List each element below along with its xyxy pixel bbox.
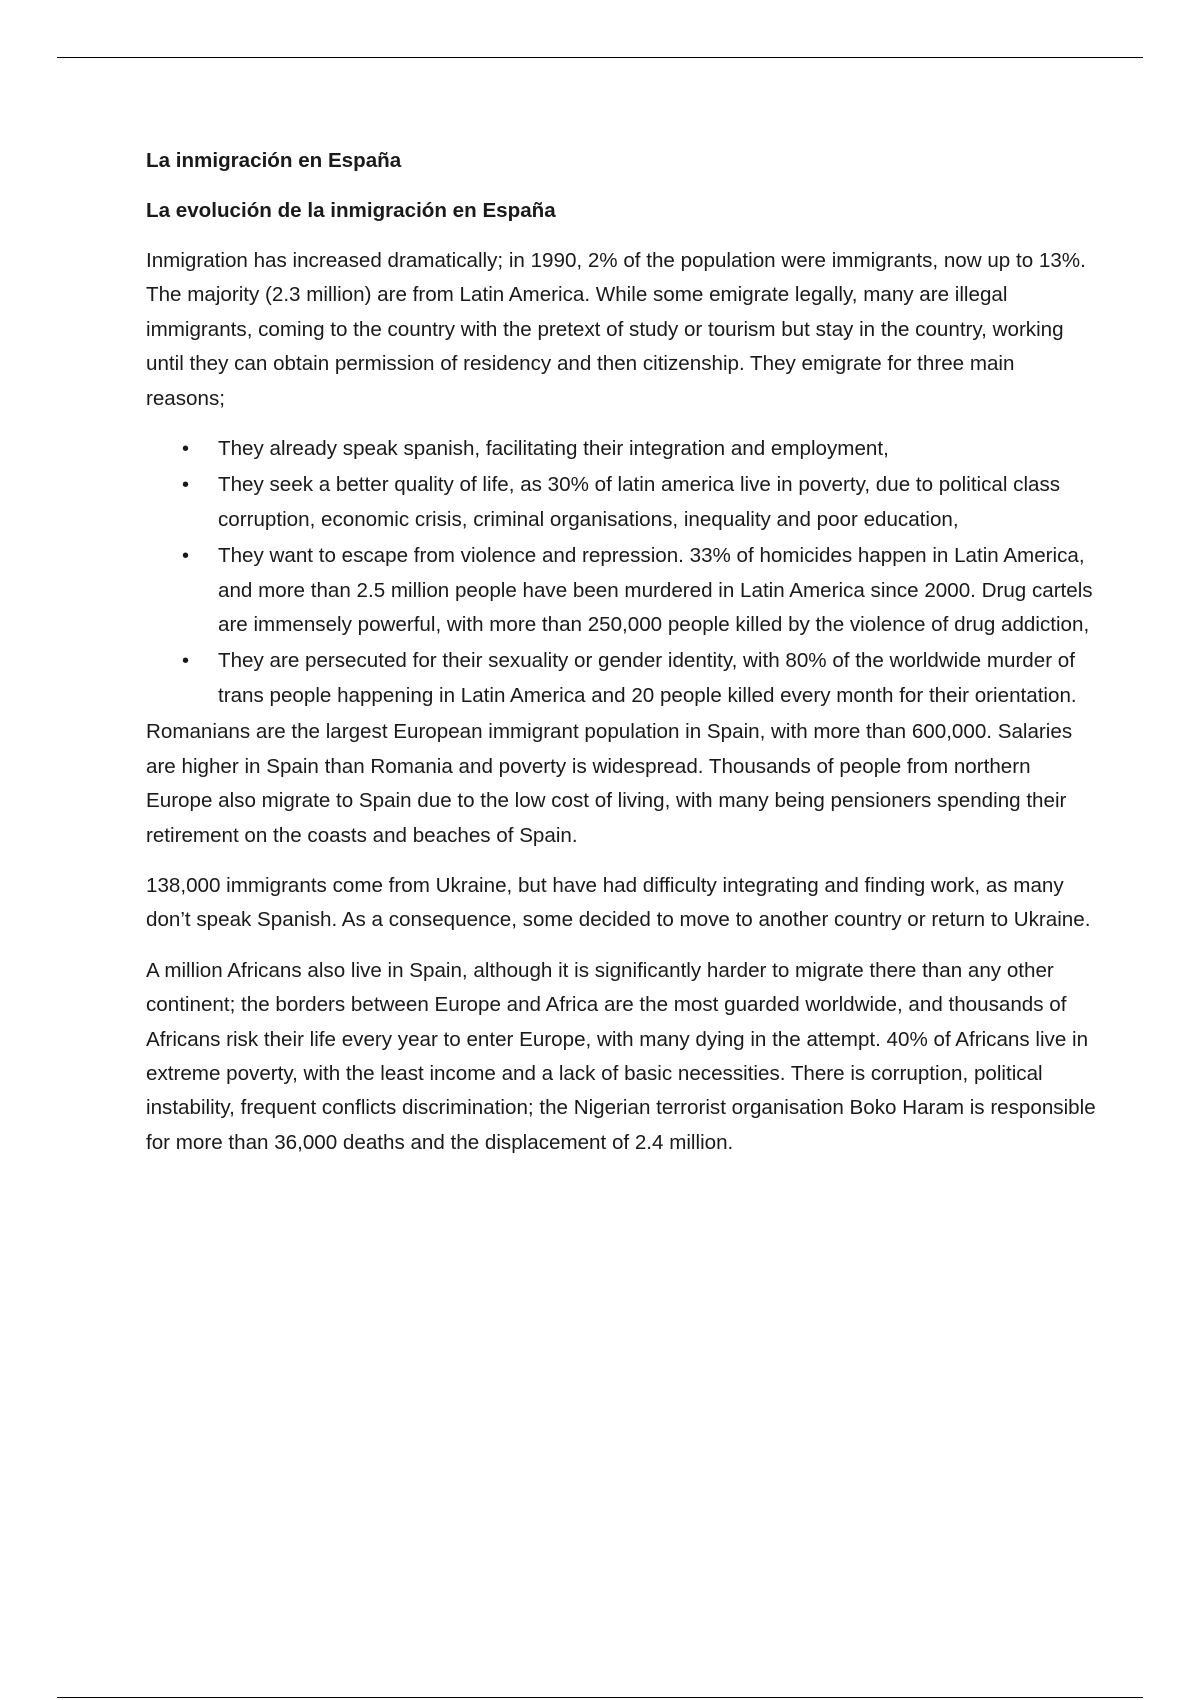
list-item-text: They seek a better quality of life, as 30% of latin america live in poverty, due to political class corruption, economic crisis, criminal organisations, inequality and poor education, <box>218 473 1061 531</box>
reasons-list <box>146 432 1096 713</box>
list-item-text: They want to escape from violence and repression. 33% of homicides happen in Latin America, and more than 2.5 million people have been murdered in Latin America since 2000. Drug cartels are immensely powerful, with more than 250,000 people killed by the violence of drug addiction, <box>218 544 1093 637</box>
bullet-icon: • <box>182 474 190 497</box>
bottom-rule <box>57 1697 1143 1698</box>
top-rule <box>57 57 1143 58</box>
list-item <box>146 539 1096 642</box>
document-title: La inmigración en España <box>146 149 402 172</box>
list-item <box>146 468 1096 537</box>
ukraine-paragraph: 138,000 immigrants come from Ukraine, but have had difficulty integrating and finding work, as many don’t speak Spanish. As a consequence, some decided to move to another country or return to Ukraine. <box>146 873 1091 932</box>
list-item-text: They already speak spanish, facilitating their integration and employment, <box>218 437 889 461</box>
bullet-icon: • <box>182 650 190 673</box>
intro-paragraph: Inmigration has increased dramatically; in 1990, 2% of the population were immigrants, now up to 13%. The majority (2.3 million) are from Latin America. While some emigrate legally, many are illegal immigrants, coming to the country with the pretext of study or tourism but stay in the country, working until they can obtain permission of residency and then citizenship. They emigrate for three main reasons; <box>146 249 1086 410</box>
romania-paragraph: Romanians are the largest European immigrant population in Spain, with more than 600,000. Salaries are higher in Spain than Romania and poverty is widespread. Thousands of people from northern Europe also migrate to Spain due to the low cost of living, with many being pensioners spending their retirement on the coasts and beaches of Spain. <box>146 720 1073 847</box>
document-body <box>146 144 1096 1176</box>
section-heading: La evolución de la inmigración en España <box>146 199 556 222</box>
list-item-text: They are persecuted for their sexuality or gender identity, with 80% of the worldwide murder of trans people happening in Latin America and 20 people killed every month for their orientation. <box>218 649 1077 707</box>
list-item <box>146 644 1096 713</box>
bullet-icon: • <box>182 545 190 568</box>
bullet-icon: • <box>182 438 190 461</box>
list-item <box>146 432 1096 466</box>
africa-paragraph: A million Africans also live in Spain, although it is significantly harder to migrate there than any other continent; the borders between Europe and Africa are the most guarded worldwide, and thousands of Africans risk their life every year to enter Europe, with many dying in the attempt. 40% of Africans live in extreme poverty, with the least income and a lack of basic necessities. There is corruption, political instability, frequent conflicts discrimination; the Nigerian terrorist organisation Boko Haram is responsible for more than 36,000 deaths and the displacement of 2.4 million. <box>146 958 1096 1154</box>
